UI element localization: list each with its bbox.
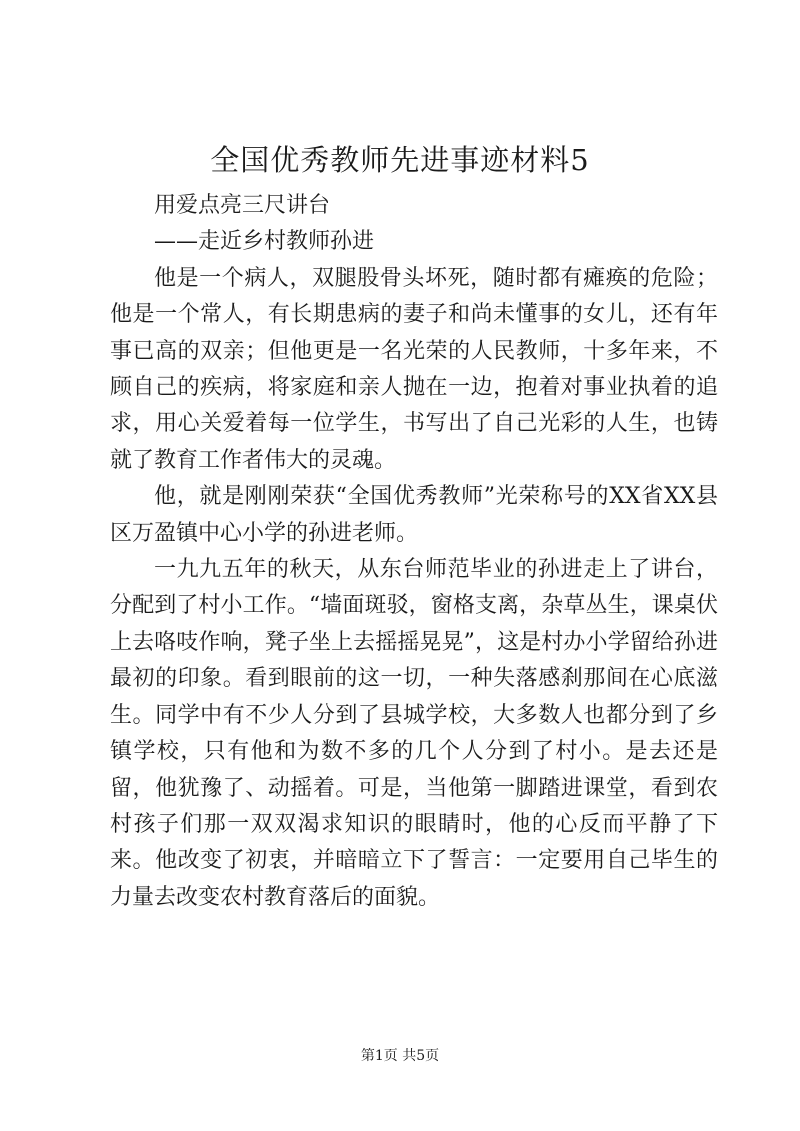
- subtitle-line: 用爱点亮三尺讲台: [154, 193, 331, 218]
- paragraph: 一九九五年的秋天，从东台师范毕业的孙进走上了讲台，分配到了村小工作。“墙面斑驳，窗格支离，杂草丛生，课桌伏上去咯吱作响，凳子坐上去摇摇晃晃”，这是村办小学留给孙进最初的印象。看到眼前的这一切，一种失落感刹那间在心底滋生。同学中有不少人分到了县城学校，大多数人也都分到了乡镇学校，只有他和为数不多的几个人分到了村小。是去还是留，他犹豫了、动摇着。可是，当他第一脚踏进课堂，看到农村孩子们那一双双渴求知识的眼睛时，他的心反而平静了下来。他改变了初衷，并暗暗立下了誓言：一定要用自己毕生的力量去改变农村教育落后的面貌。: [110, 557, 718, 910]
- document-body: [110, 188, 718, 916]
- document-title: 全国优秀教师先进事迹材料5: [210, 143, 590, 177]
- paragraph: 他是一个病人，双腿股骨头坏死，随时都有瘫痪的危险；他是一个常人，有长期患病的妻子和尚未懂事的女儿，还有年事已高的双亲；但他更是一名光荣的人民教师，十多年来，不顾自己的疾病，将家庭和亲人抛在一边，抱着对事业执着的追求，用心关爱着每一位学生，书写出了自己光彩的人生，也铸就了教育工作者伟大的灵魂。: [110, 265, 718, 473]
- paragraph: 他，就是刚刚荣获“全国优秀教师”光荣称号的XX省XX县区万盈镇中心小学的孙进老师。: [110, 484, 718, 546]
- subheading-line: ——走近乡村教师孙进: [154, 229, 375, 255]
- page-footer: 第1页 共5页: [360, 1048, 440, 1064]
